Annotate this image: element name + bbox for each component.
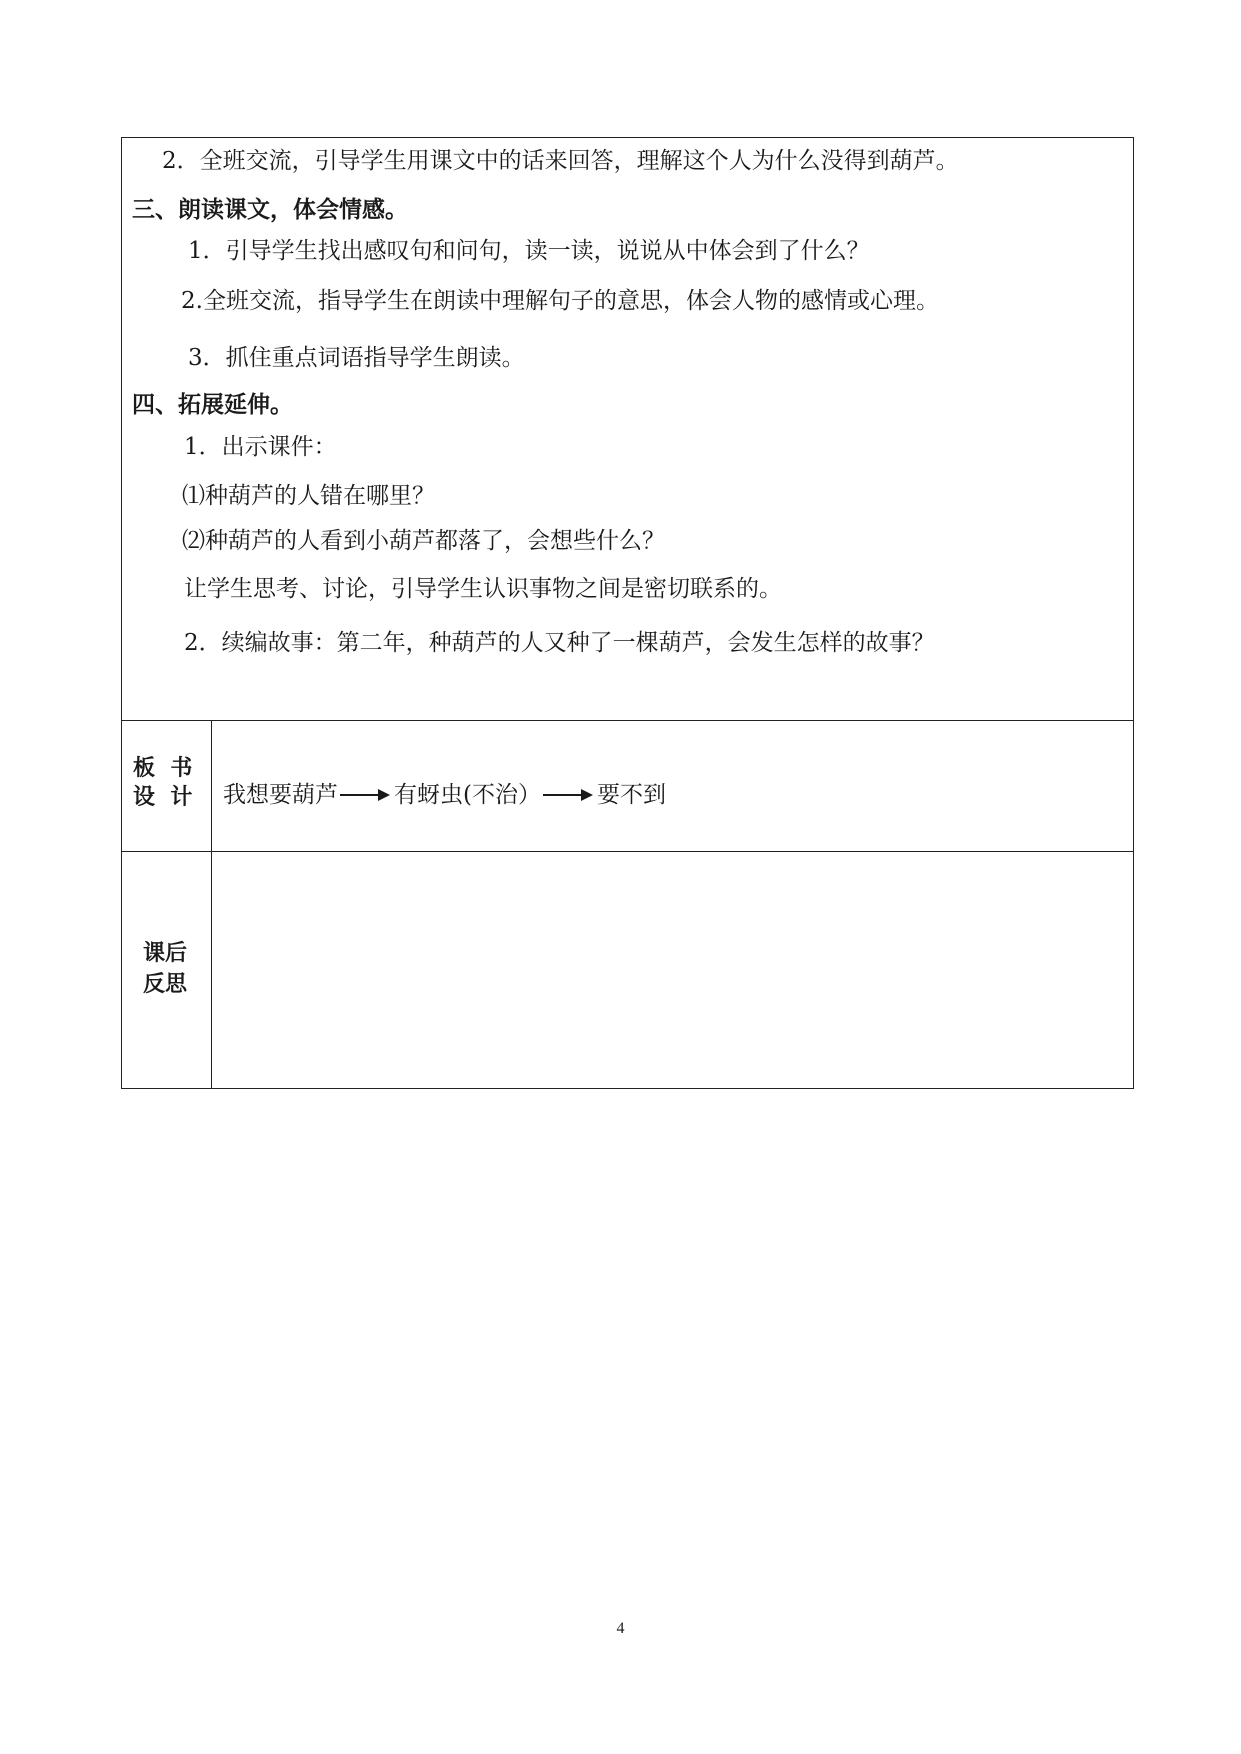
lesson-plan-table <box>121 137 1134 1089</box>
discussion-instruction: 让学生思考、讨论，引导学生认识事物之间是密切联系的。 <box>184 576 782 602</box>
reflection-label-line-2: 反思 <box>143 972 188 997</box>
page-number: 4 <box>616 1620 625 1637</box>
section-3-heading: 三、朗读课文，体会情感。 <box>132 197 408 223</box>
right-arrow-icon <box>543 788 595 802</box>
courseware-question-2: ⑵种葫芦的人看到小葫芦都落了，会想些什么？ <box>182 528 665 554</box>
teaching-process-cell <box>122 138 1133 721</box>
section-3-step-1: 1．引导学生找出感叹句和问句，读一读，说说从中体会到了什么？ <box>188 238 870 264</box>
courseware-question-1: ⑴种葫芦的人错在哪里？ <box>182 483 435 509</box>
board-design-content <box>223 781 666 809</box>
board-step-aphids: 有蚜虫(不治） <box>394 782 541 808</box>
board-design-row <box>122 721 1133 852</box>
right-arrow-icon <box>340 788 392 802</box>
board-step-no-gourd: 要不到 <box>596 782 666 808</box>
board-step-want-gourd: 我想要葫芦 <box>223 782 338 808</box>
section-3-step-2: 2.全班交流，指导学生在朗读中理解句子的意思，体会人物的感情或心理。 <box>181 288 939 314</box>
section-4-step-2: 2．续编故事：第二年，种葫芦的人又种了一棵葫芦，会发生怎样的故事？ <box>184 630 935 656</box>
step-2-class-discussion: 2．全班交流，引导学生用课文中的话来回答，理解这个人为什么没得到葫芦。 <box>162 148 959 174</box>
board-label-line-2: 设 计 <box>133 785 193 810</box>
reflection-label <box>122 852 212 1088</box>
section-3-step-3: 3．抓住重点词语指导学生朗读。 <box>188 345 525 371</box>
post-class-reflection-row <box>122 852 1133 1088</box>
section-4-step-1: 1．出示课件： <box>184 434 337 460</box>
board-design-label <box>122 721 212 851</box>
board-label-line-1: 板 书 <box>133 756 193 781</box>
section-4-heading: 四、拓展延伸。 <box>132 392 293 418</box>
reflection-label-line-1: 课后 <box>143 941 188 966</box>
